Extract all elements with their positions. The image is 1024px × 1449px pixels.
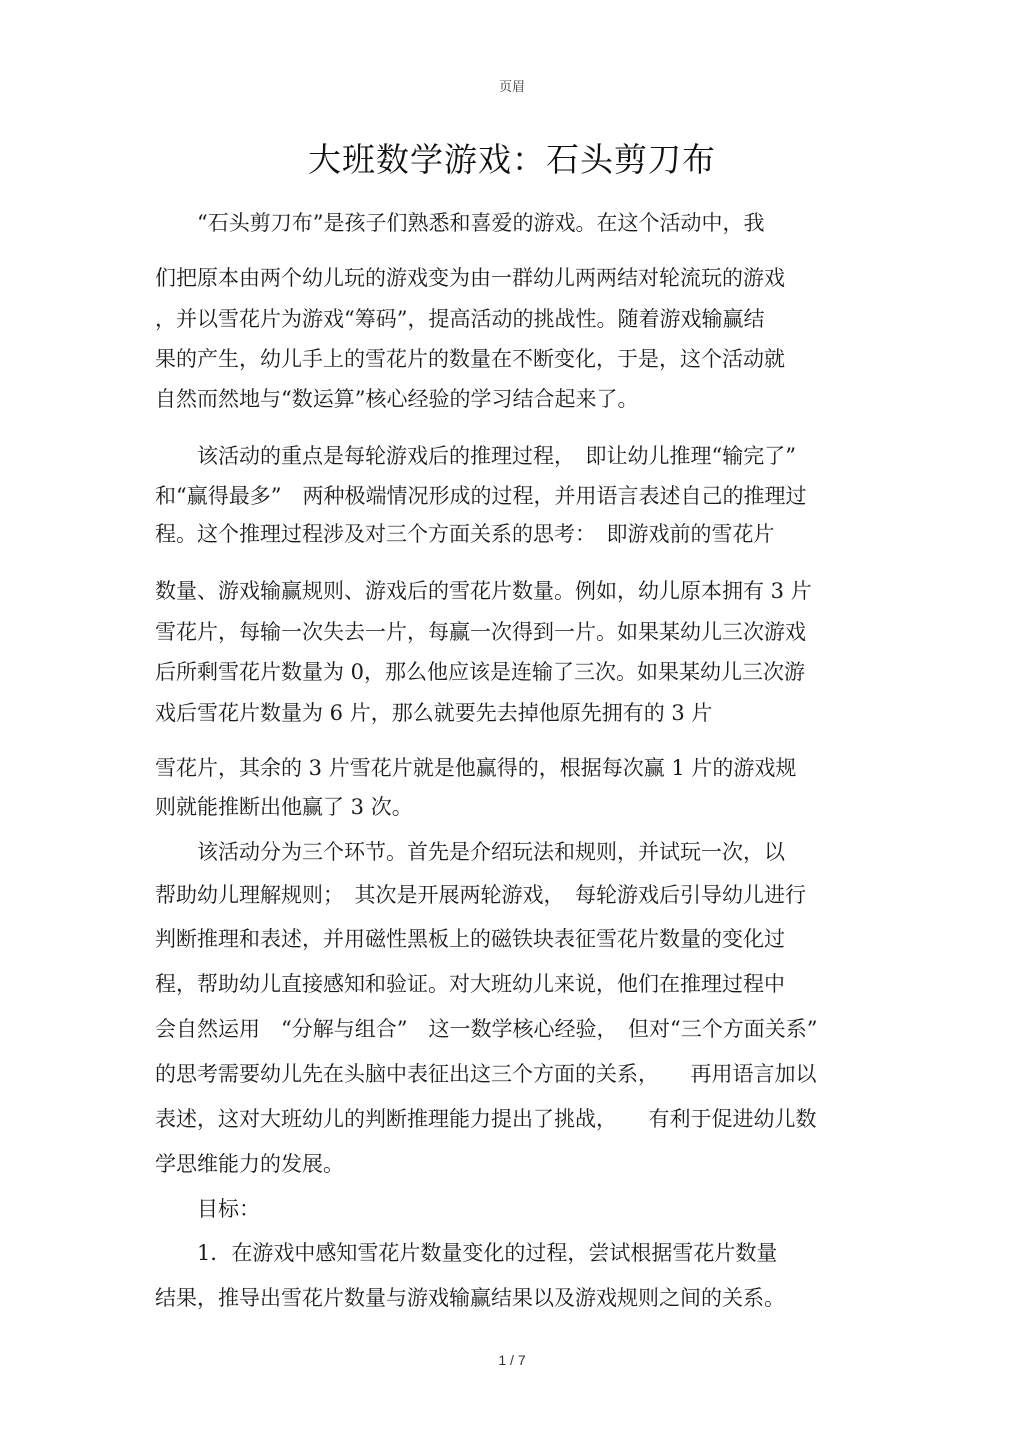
body-line: 学思维能力的发展。 — [155, 1152, 344, 1176]
page-number: 1 / 7 — [498, 1352, 526, 1368]
body-line: “石头剪刀布”是孩子们熟悉和喜爱的游戏。在这个活动中，我 — [155, 211, 765, 235]
objective-item: 结果，推导出雪花片数量与游戏输赢结果以及游戏规则之间的关系。 — [155, 1286, 785, 1310]
body-line: 和“赢得最多” 两种极端情况形成的过程，并用语言表述自己的推理过 — [155, 484, 807, 508]
body-line: 雪花片，其余的 3 片雪花片就是他赢得的，根据每次赢 1 片的游戏规 — [155, 756, 797, 780]
body-line: 自然而然地与“数运算”核心经验的学习结合起来了。 — [155, 387, 639, 411]
body-line: 程，帮助幼儿直接感知和验证。对大班幼儿来说，他们在推理过程中 — [155, 972, 785, 996]
body-line: 后所剩雪花片数量为 0，那么他应该是连输了三次。如果某幼儿三次游 — [155, 660, 806, 684]
body-line: 表述，这对大班幼儿的判断推理能力提出了挑战， 有利于促进幼儿数 — [155, 1107, 817, 1131]
body-line: 判断推理和表述，并用磁性黑板上的磁铁块表征雪花片数量的变化过 — [155, 927, 785, 951]
body-line: 会自然运用 “分解与组合” 这一数学核心经验， 但对“三个方面关系” — [155, 1017, 818, 1041]
body-line: 帮助幼儿理解规则； 其次是开展两轮游戏， 每轮游戏后引导幼儿进行 — [155, 883, 806, 907]
body-line: 该活动分为三个环节。首先是介绍玩法和规则，并试玩一次，以 — [155, 840, 785, 864]
body-line: 的思考需要幼儿先在头脑中表征出这三个方面的关系， 再用语言加以 — [155, 1062, 817, 1086]
objective-item: 1．在游戏中感知雪花片数量变化的过程，尝试根据雪花片数量 — [155, 1241, 778, 1265]
body-line: 程。这个推理过程涉及对三个方面关系的思考： 即游戏前的雪花片 — [155, 522, 775, 546]
body-line: 雪花片，每输一次失去一片，每赢一次得到一片。如果某幼儿三次游戏 — [155, 620, 806, 644]
body-line: ，并以雪花片为游戏“筹码”，提高活动的挑战性。随着游戏输赢结 — [155, 307, 765, 331]
objectives-heading: 目标： — [155, 1197, 260, 1221]
document-title: 大班数学游戏：石头剪刀布 — [308, 140, 716, 179]
body-line: 该活动的重点是每轮游戏后的推理过程， 即让幼儿推理“输完了” — [155, 444, 796, 468]
body-line: 数量、游戏输赢规则、游戏后的雪花片数量。例如，幼儿原本拥有 3 片 — [155, 579, 812, 603]
body-line: 们把原本由两个幼儿玩的游戏变为由一群幼儿两两结对轮流玩的游戏 — [155, 266, 785, 290]
body-line: 果的产生，幼儿手上的雪花片的数量在不断变化，于是，这个活动就 — [155, 347, 785, 371]
body-line: 则就能推断出他赢了 3 次。 — [155, 795, 413, 819]
page-header: 页眉 — [498, 80, 525, 95]
body-line: 戏后雪花片数量为 6 片，那么就要先去掉他原先拥有的 3 片 — [155, 701, 713, 725]
